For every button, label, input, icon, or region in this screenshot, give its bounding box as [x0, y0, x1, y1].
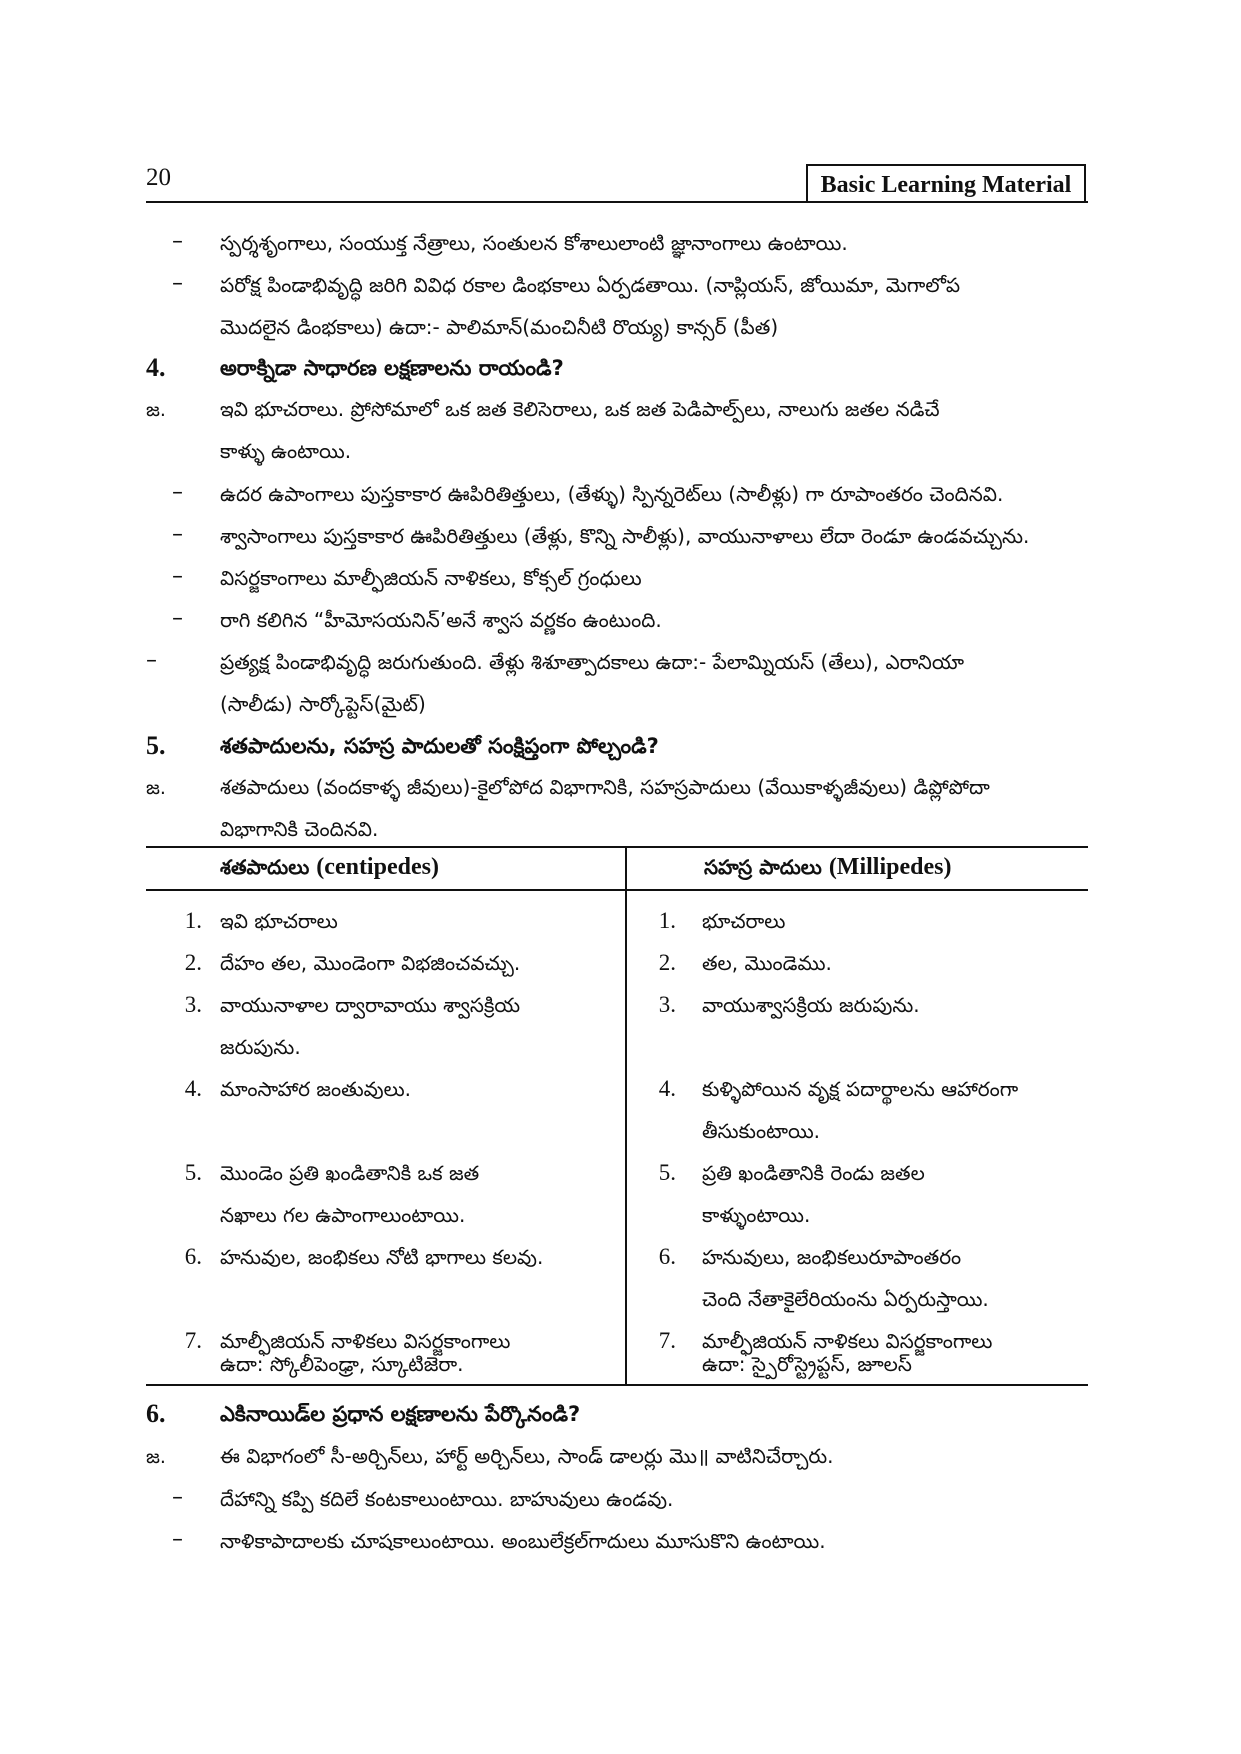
table-cell: హనువుల, జంభికలు నోటి భాగాలు కలవు.	[220, 1245, 544, 1269]
bullet-dash: –	[172, 1485, 183, 1510]
row-number: 1.	[184, 908, 202, 933]
row-number: 5.	[184, 1160, 202, 1185]
header-english: (centipedes)	[316, 854, 439, 880]
bullet-dash: –	[172, 606, 183, 631]
row-number: 1.	[658, 908, 676, 933]
bullet-dash: –	[172, 1527, 183, 1552]
table-cell: కాళ్ళుంటాయి.	[702, 1203, 811, 1227]
row-number: 4.	[658, 1076, 676, 1101]
table-cell: హనువులు, జంభికలురూపాంతరం	[702, 1245, 962, 1269]
table-cell: భూచరాలు	[702, 909, 786, 933]
answer-text: విభాగానికి చెందినవి.	[220, 817, 379, 841]
row-number: 3.	[658, 992, 676, 1017]
question-title: ఎకినాయిడ్‌ల ప్రధాన లక్షణాలను పేర్కొనండి?	[220, 1402, 581, 1426]
row-number: 7.	[184, 1328, 202, 1353]
table-header-millipedes	[704, 852, 951, 882]
row-number: 7.	[658, 1328, 676, 1353]
table-cell: ఉదా: స్పైరోస్ట్రెప్టస్, జూలస్	[702, 1352, 912, 1376]
answer-text: శతపాదులు (వందకాళ్ళ జీవులు)-కైలోపోద విభాగానికి, సహస్రపాదులు (వేయికాళ్ళజీవులు) డిప్లోపోదా	[220, 775, 990, 799]
row-number: 6.	[658, 1244, 676, 1269]
bullet-text: స్పర్శశృంగాలు, సంయుక్త నేత్రాలు, సంతులన కోశాలులాంటి జ్ఞానాంగాలు ఉంటాయి.	[220, 231, 848, 255]
page-number: 20	[146, 164, 171, 191]
question-number: 6.	[146, 1399, 166, 1428]
bullet-text: విసర్జకాంగాలు మాల్ఫీజియన్ నాళికలు, కోక్సల్ గ్రంధులు	[220, 566, 642, 590]
table-cell: మాల్ఫీజియన్ నాళికలు విసర్జకాంగాలు	[220, 1329, 511, 1353]
bullet-dash: –	[172, 229, 183, 254]
question-number: 4.	[146, 353, 166, 382]
row-number: 4.	[184, 1076, 202, 1101]
table-cell: మాంసాహార జంతువులు.	[220, 1077, 412, 1101]
question-number: 5.	[146, 731, 166, 760]
row-number: 6.	[184, 1244, 202, 1269]
table-header-rule	[146, 889, 1088, 891]
row-number: 2.	[184, 950, 202, 975]
answer-marker: జ.	[146, 399, 166, 421]
table-cell: నఖాలు గల ఉపాంగాలుంటాయి.	[220, 1203, 466, 1227]
table-cell: మొండెం ప్రతి ఖండితానికి ఒక జత	[220, 1161, 480, 1185]
question-title: అరాక్నిడా సాధారణ లక్షణాలను రాయండి?	[220, 356, 564, 380]
bullet-text: పరోక్ష పిండాభివృద్ధి జరిగి వివిధ రకాల డింభకాలు ఏర్పడతాయి. (నాప్లియస్, జోయిమా, మెగాలోప	[220, 273, 961, 297]
bullet-text: ఉదర ఉపాంగాలు పుస్తకాకార ఊపిరితిత్తులు, (తేళ్ళు) స్పిన్నరెట్‌లు (సాలీళ్లు) గా రూపాంతరం చెందినవి.	[220, 482, 1004, 506]
bullet-dash: –	[172, 564, 183, 589]
question-title: శతపాదులను, సహస్ర పాదులతో సంక్షిప్తంగా పోల్చండి?	[220, 734, 659, 758]
table-cell: మాల్ఫీజియన్ నాళికలు విసర్జకాంగాలు	[702, 1329, 993, 1353]
table-cell: ఉదా: స్కోలీపెంఢ్రా, స్కూటిజెరా.	[220, 1352, 464, 1376]
bullet-dash: –	[146, 648, 157, 673]
row-number: 3.	[184, 992, 202, 1017]
answer-marker: జ.	[146, 1446, 166, 1468]
table-column-divider	[625, 846, 627, 1386]
table-cell: తీసుకుంటాయి.	[702, 1119, 821, 1143]
header-telugu: సహస్ర పాదులు	[704, 855, 822, 879]
answer-text: కాళ్ళు ఉంటాయి.	[220, 439, 352, 463]
row-number: 2.	[658, 950, 676, 975]
table-cell: కుళ్ళిపోయిన వృక్ష పదార్థాలను ఆహారంగా	[702, 1077, 1019, 1101]
table-cell: ప్రతి ఖండితానికి రెండు జతల	[702, 1161, 925, 1185]
bullet-text: దేహాన్ని కప్పి కదిలే కంటకాలుంటాయి. బాహువులు ఉండవు.	[220, 1487, 674, 1511]
table-cell: జరుపును.	[220, 1035, 301, 1059]
table-cell: ఇవి భూచరాలు	[220, 909, 338, 933]
row-number: 5.	[658, 1160, 676, 1185]
comparison-table	[146, 846, 1088, 1386]
bullet-text: రాగి కలిగిన “హీమోసయనిన్’అనే శ్వాస వర్ణకం ఉంటుంది.	[220, 608, 662, 632]
bullet-dash: –	[172, 271, 183, 296]
bullet-dash: –	[172, 480, 183, 505]
table-cell: తల, మొండెము.	[702, 951, 832, 975]
bullet-text-continuation: (సాలీడు) సార్కోప్టెస్(మైట్)	[220, 692, 426, 716]
table-cell: వాయుశ్వాసక్రియ జరుపును.	[702, 993, 920, 1017]
header-rule	[146, 201, 1088, 203]
bullet-dash: –	[172, 522, 183, 547]
header-telugu: శతపాదులు	[220, 855, 310, 879]
bullet-text-continuation: మొదలైన డింభకాలు) ఉదా:- పాలిమాన్(మంచినీటి రొయ్య) కాన్సర్ (పీత)	[220, 315, 779, 339]
running-header-title: Basic Learning Material	[806, 164, 1086, 202]
bullet-text: నాళికాపాదాలకు చూషకాలుంటాయి. అంబులేక్రల్‌గాదులు మూసుకొని ఉంటాయి.	[220, 1529, 826, 1553]
answer-text: ఇవి భూచరాలు. ప్రోసోమాలో ఒక జత కెలిసెరాలు, ఒక జత పెడిపాల్ప్‌లు, నాలుగు జతల నడిచే	[220, 397, 940, 421]
answer-text: ఈ విభాగంలో సీ-అర్చిన్‌లు, హార్ట్ అర్చిన్‌లు, సాండ్ డాలర్లు మొ॥ వాటినిచేర్చారు.	[220, 1444, 834, 1468]
answer-marker: జ.	[146, 777, 166, 799]
table-top-rule	[146, 846, 1088, 848]
table-cell: చెంది నేతాకైలేరియంను ఏర్పరుస్తాయి.	[702, 1287, 989, 1311]
bullet-text: ప్రత్యక్ష పిండాభివృద్ధి జరుగుతుంది. తేళ్లు శిశూత్పాదకాలు ఉదా:- పేలామ్నియస్ (తేలు), ఎరానియా	[220, 650, 964, 674]
table-bottom-rule	[146, 1384, 1088, 1386]
bullet-text: శ్వాసాంగాలు పుస్తకాకార ఊపిరితిత్తులు (తేళ్లు, కొన్ని సాలీళ్లు), వాయునాళాలు లేదా రెండూ ఉండవచ్చును.	[220, 524, 1030, 548]
header-english: (Millipedes)	[828, 854, 952, 880]
table-header-centipedes	[220, 852, 439, 882]
table-cell: దేహం తల, మొండెంగా విభజించవచ్చు.	[220, 951, 521, 975]
table-cell: వాయునాళాల ద్వారావాయు శ్వాసక్రియ	[220, 993, 521, 1017]
